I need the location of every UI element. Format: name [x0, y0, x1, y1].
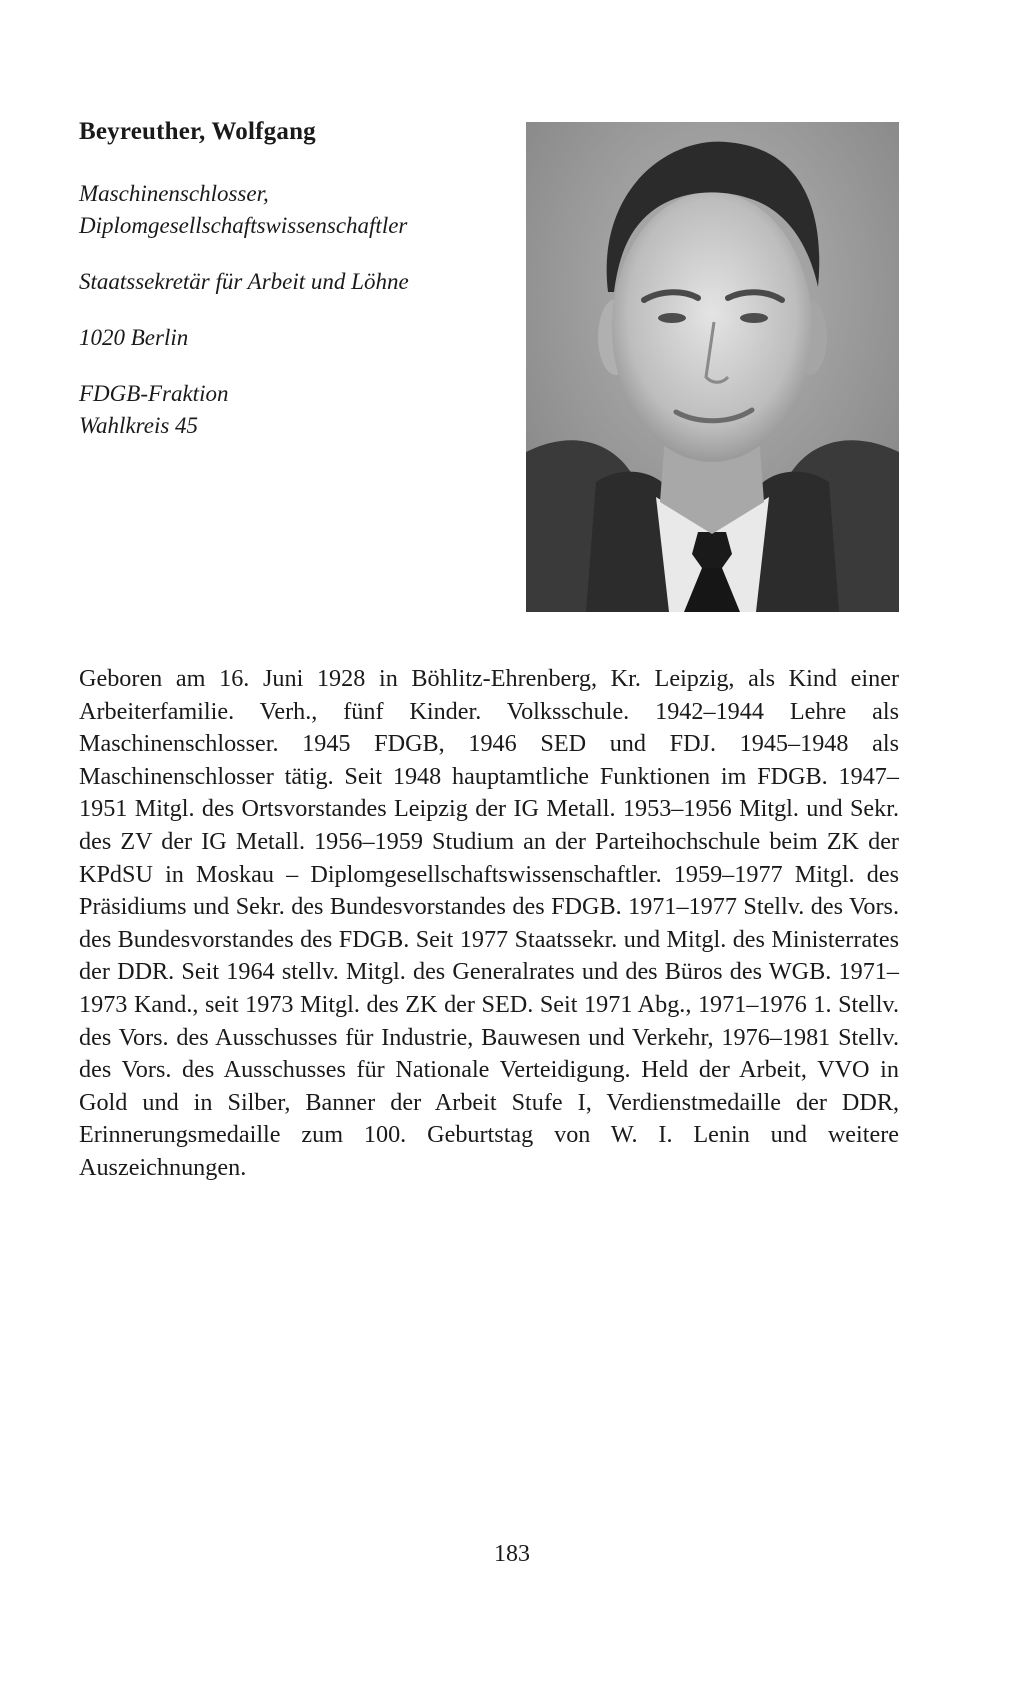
faction-text: FDGB-Fraktion: [79, 381, 229, 406]
profession-line: Maschinenschlosser,: [79, 181, 269, 206]
person-name: Beyreuther, Wolfgang: [79, 118, 316, 145]
profession-line: Diplomgesellschaftswissenschaftler: [79, 213, 408, 238]
location: [79, 322, 509, 354]
position-title: Staatssekretär für Arbeit und Löhne: [79, 269, 409, 294]
position: [79, 266, 509, 298]
page-number: 183: [494, 1541, 530, 1567]
biography-text: Geboren am 16. Juni 1928 in Böhlitz-Ehrenberg, Kr. Leipzig, als Kind einer Arbeiterfamilie. Verh., fünf Kinder. Volksschule. 1942–1944 Lehre als Maschinenschlosser. 1945 FDGB, 1946 SED und FDJ. 1945–1948 als Maschinenschlosser tätig. Seit 1948 hauptamtliche Funktionen im FDGB. 1947–1951 Mitgl. des Ortsvorstandes Leipzig der IG Metall. 1953–1956 Mitgl. und Sekr. des ZV der IG Metall. 1956–1959 Studium an der Parteihochschule beim ZK der KPdSU in Moskau – Diplomgesellschaftswissenschaftler. 1959–1977 Mitgl. des Präsidiums und Sekr. des Bundesvorstandes des FDGB. 1971–1977 Stellv. des Vors. des Bundesvorstandes des FDGB. Seit 1977 Staatssekr. und Mitgl. des Ministerrates der DDR. Seit 1964 stellv. Mitgl. des Generalrates und des Büros des WGB. 1971–1973 Kand., seit 1973 Mitgl. des ZK der SED. Seit 1971 Abg., 1971–1976 1. Stellv. des Vors. des Ausschusses für Industrie, Bauwesen und Verkehr, 1976–1981 Stellv. des Vors. des Ausschusses für Nationale Verteidigung. Held der Arbeit, VVO in Gold und in Silber, Banner der Arbeit Stufe I, Verdienstmedaille der DDR, Erinnerungsmedaille zum 100. Geburtstag von W. I. Lenin und weitere Auszeichnungen.: [79, 665, 899, 1181]
person-details: [79, 178, 509, 466]
professions: [79, 178, 509, 242]
faction-block: [79, 378, 509, 442]
location-text: 1020 Berlin: [79, 325, 189, 350]
constituency-text: Wahlkreis 45: [79, 413, 199, 438]
portrait-photo: [526, 122, 899, 612]
